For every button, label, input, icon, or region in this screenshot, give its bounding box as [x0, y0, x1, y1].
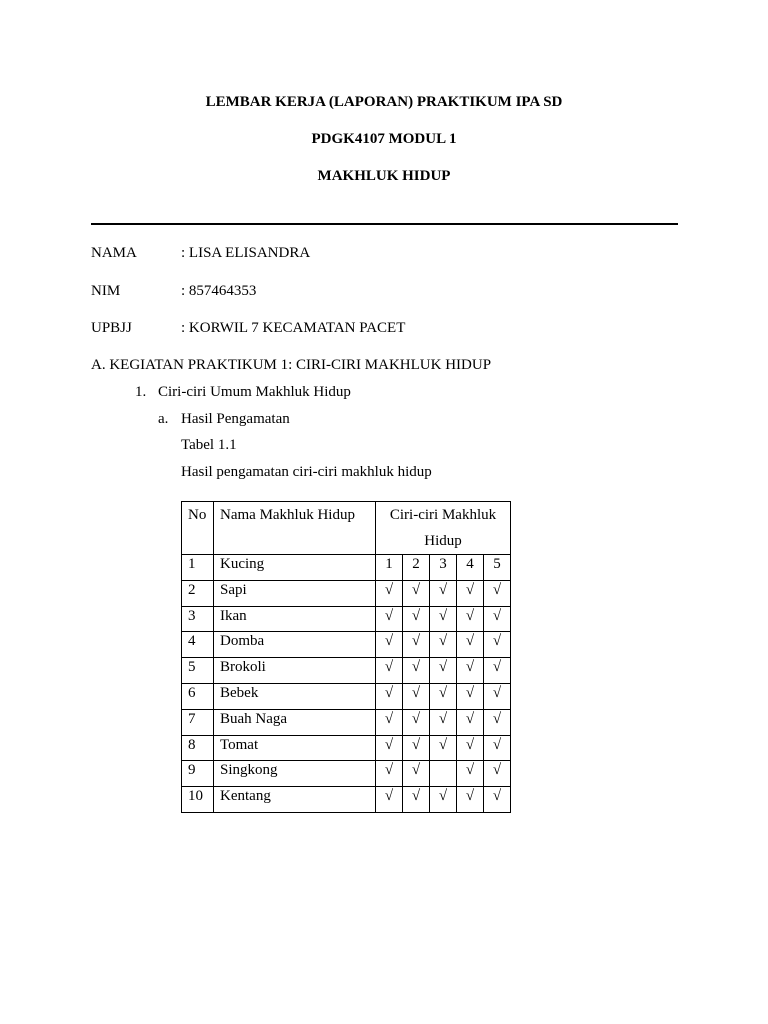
trait-cell: 5	[484, 555, 511, 581]
row-number: 10	[182, 787, 214, 813]
row-number: 6	[182, 683, 214, 709]
header-divider	[91, 223, 678, 225]
sub-title: Hasil Pengamatan	[181, 411, 290, 427]
trait-cell: √	[457, 632, 484, 658]
trait-cell: √	[484, 658, 511, 684]
table-row	[182, 787, 511, 813]
table-body	[182, 555, 511, 813]
trait-cell: √	[484, 580, 511, 606]
trait-cell: √	[376, 709, 403, 735]
trait-cell: 4	[457, 555, 484, 581]
trait-cell: √	[484, 787, 511, 813]
trait-cell: √	[403, 735, 430, 761]
organism-name: Domba	[214, 632, 376, 658]
trait-cell: 3	[430, 555, 457, 581]
organism-name: Singkong	[214, 761, 376, 787]
nama-label: NAMA	[91, 245, 137, 261]
trait-cell: √	[430, 658, 457, 684]
header-traits	[376, 502, 511, 555]
trait-cell: √	[376, 735, 403, 761]
table-row	[182, 606, 511, 632]
table-label: Tabel 1.1	[181, 437, 237, 453]
trait-cell: √	[376, 606, 403, 632]
observation-table	[181, 501, 511, 813]
trait-cell: √	[484, 709, 511, 735]
trait-cell: √	[457, 787, 484, 813]
trait-cell: √	[457, 606, 484, 632]
trait-cell: √	[457, 683, 484, 709]
table-row	[182, 735, 511, 761]
header-name: Nama Makhluk Hidup	[214, 502, 376, 555]
section-heading: A. KEGIATAN PRAKTIKUM 1: CIRI-CIRI MAKHLUK HIDUP	[91, 357, 492, 373]
organism-name: Sapi	[214, 580, 376, 606]
organism-name: Buah Naga	[214, 709, 376, 735]
header-traits-line2: Hidup	[424, 533, 462, 549]
row-number: 3	[182, 606, 214, 632]
row-number: 5	[182, 658, 214, 684]
module-title: PDGK4107 MODUL 1	[311, 131, 457, 147]
table-row	[182, 683, 511, 709]
organism-name: Bebek	[214, 683, 376, 709]
trait-cell: √	[376, 658, 403, 684]
table-row	[182, 580, 511, 606]
trait-cell: √	[403, 683, 430, 709]
sub-letter: a.	[158, 411, 169, 427]
nim-value: : 857464353	[181, 283, 257, 299]
nim-label: NIM	[91, 283, 121, 299]
trait-cell: 1	[376, 555, 403, 581]
trait-cell: √	[430, 683, 457, 709]
table-caption: Hasil pengamatan ciri-ciri makhluk hidup	[181, 464, 432, 480]
table-row	[182, 761, 511, 787]
trait-cell: √	[403, 761, 430, 787]
header-traits-line1: Ciri-ciri Makhluk	[389, 507, 497, 523]
trait-cell: √	[403, 632, 430, 658]
trait-cell: √	[430, 606, 457, 632]
trait-cell: √	[457, 580, 484, 606]
organism-name: Ikan	[214, 606, 376, 632]
organism-name: Tomat	[214, 735, 376, 761]
table-header-row	[182, 502, 511, 555]
trait-cell: 2	[403, 555, 430, 581]
table-row	[182, 709, 511, 735]
upbjj-value: : KORWIL 7 KECAMATAN PACET	[181, 320, 406, 336]
row-number: 1	[182, 555, 214, 581]
trait-cell: √	[484, 683, 511, 709]
trait-cell: √	[484, 632, 511, 658]
trait-cell: √	[430, 580, 457, 606]
trait-cell: √	[376, 761, 403, 787]
trait-cell: √	[457, 658, 484, 684]
organism-name: Brokoli	[214, 658, 376, 684]
trait-cell: √	[376, 580, 403, 606]
trait-cell: √	[403, 658, 430, 684]
header-no: No	[182, 502, 214, 555]
nama-value: : LISA ELISANDRA	[181, 245, 311, 261]
row-number: 8	[182, 735, 214, 761]
trait-cell: √	[457, 735, 484, 761]
row-number: 4	[182, 632, 214, 658]
trait-cell: √	[403, 787, 430, 813]
table-row	[182, 555, 511, 581]
item-title: Ciri-ciri Umum Makhluk Hidup	[158, 384, 351, 400]
trait-cell: √	[376, 683, 403, 709]
trait-cell: √	[484, 606, 511, 632]
trait-cell: √	[376, 787, 403, 813]
table-row	[182, 632, 511, 658]
trait-cell: √	[457, 761, 484, 787]
row-number: 7	[182, 709, 214, 735]
organism-name: Kentang	[214, 787, 376, 813]
trait-cell: √	[484, 761, 511, 787]
trait-cell	[430, 761, 457, 787]
table-row	[182, 658, 511, 684]
topic-title: MAKHLUK HIDUP	[317, 168, 451, 184]
trait-cell: √	[430, 787, 457, 813]
item-number: 1.	[135, 384, 147, 400]
upbjj-label: UPBJJ	[91, 320, 132, 336]
trait-cell: √	[430, 709, 457, 735]
document-title: LEMBAR KERJA (LAPORAN) PRAKTIKUM IPA SD	[205, 94, 563, 110]
trait-cell: √	[484, 735, 511, 761]
organism-name: Kucing	[214, 555, 376, 581]
trait-cell: √	[403, 709, 430, 735]
trait-cell: √	[403, 606, 430, 632]
trait-cell: √	[403, 580, 430, 606]
trait-cell: √	[430, 735, 457, 761]
trait-cell: √	[376, 632, 403, 658]
row-number: 9	[182, 761, 214, 787]
trait-cell: √	[457, 709, 484, 735]
trait-cell: √	[430, 632, 457, 658]
row-number: 2	[182, 580, 214, 606]
